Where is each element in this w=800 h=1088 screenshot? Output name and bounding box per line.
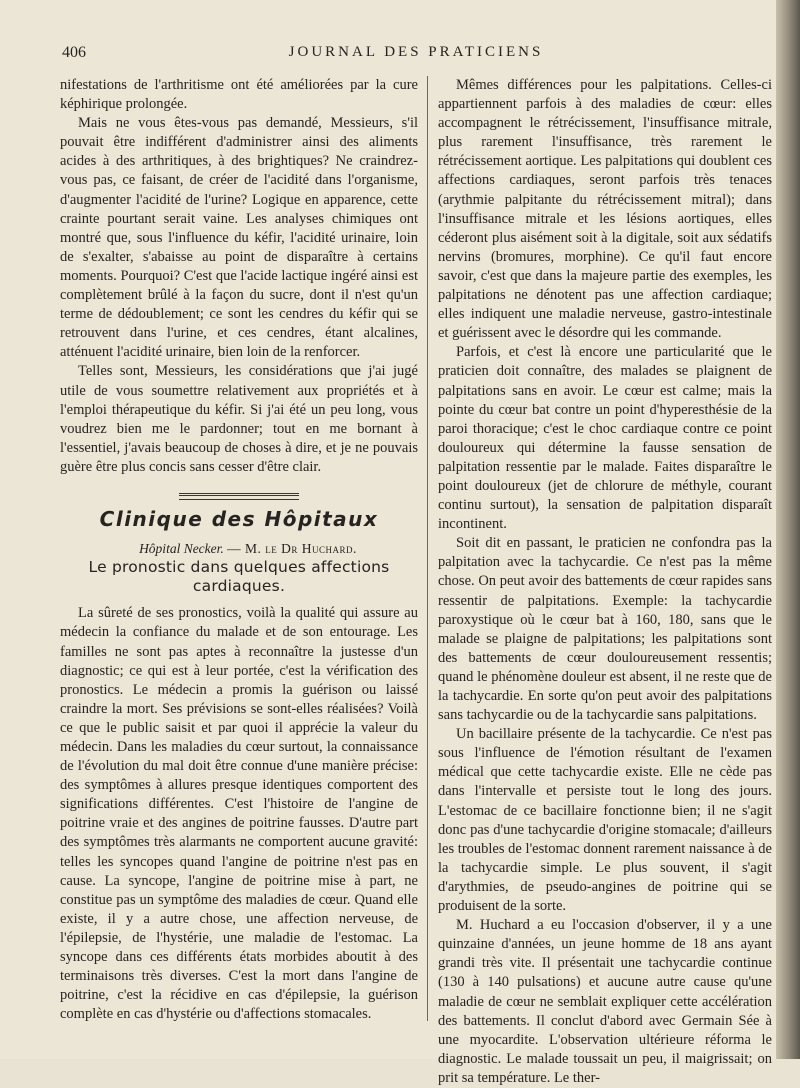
paragraph: Un bacillaire présente de la tachycardie. Ce n'est pas sous l'influence de l'émotion résultant de l'examen médical que cette tachycardie existe. Elle ne cède pas dans l'intervalle et persiste tout le long des jours. L'estomac de ce bacillaire fonctionne bien; il ne s'agit donc pas d'une tachycardie d'origine stomacale; d'ailleurs les troubles de l'estomac donnent rarement naissance à de la tachycardie simple. Le plus souvent, il s'agit d'arythmies, de pseudo-angines de poitrine qui se produisent de la sorte. <box>438 726 772 915</box>
section-title: Clinique des Hôpitaux <box>99 506 379 531</box>
right-column <box>438 76 772 1088</box>
left-column <box>60 76 418 1024</box>
paragraph: La sûreté de ses pronostics, voilà la qualité qui assure au médecin la confiance du malade et de son entourage. Les familles ne sont pas aptes à reconnaître la justesse d'un diagnostic; ce qui est à leur portée, c'est la vérification des pronostics. Le médecin a promis la guérison ou laissé craindre la mort. Ses prévisions se sont-elles réalisées? Voilà ce que le public saisit et par quoi il apprécie la valeur du médecin. Dans les maladies du cœur surtout, la connaissance de l'évolution du mal doit être connue d'une manière précise: des symptômes à allures presque identiques comportent des significations différentes. C'est l'histoire de l'angine de poitrine vraie et des angines de poitrine fausses. D'autre part des symptômes très alarmants ne comportent aucune gravité: telles les syncopes quand l'angine de poitrine n'est pas en cause. La syncope, l'angine de poitrine mise à part, ne constitue pas un symptôme des maladies de cœur. Quand elle existe, il y a autre chose, une affection nerveuse, de l'épilepsie, de l'hystérie, une maladie de l'estomac. La syncope dans ces différents états morbides aboutit à des terminaisons très diverses. C'est la mort dans l'angine de poitrine, c'est la récidive en cas d'épilepsie, la guérison complète en cas d'hystérie ou d'affections stomacales. <box>60 605 418 1023</box>
paragraph: Telles sont, Messieurs, les considérations que j'ai jugé utile de vous soumettre relativement aux propriétés et à l'emploi thérapeutique du kéfir. Si j'ai été un peu long, vous voudrez bien me le pardonner; tout en me bornant à l'essentiel, j'avais beaucoup de choses à dire, et je ne pouvais guère être plus concis sans cesser d'être clair. <box>60 363 418 475</box>
paragraph: Soit dit en passant, le praticien ne confondra pas la palpitation avec la tachycardie. Ce n'est pas la même chose. On peut avoir des battements de cœur rapides sans ressentir de palpitations. Exemple: la tachycardie paroxystique où le cœur bat à 160, 180, sans que le malade se plaigne de palpitations; les palpitations sont des battements de cœur douloureusement ressentis; quand le phénomène douleur est absent, il ne reste que de la tachycardie. En sorte qu'on peut avoir des palpitations sans tachycardie ou de la tachycardie sans palpitations. <box>438 535 772 724</box>
journal-title: JOURNAL DES PRATICIENS <box>288 44 544 60</box>
page-header <box>60 44 772 66</box>
paragraph: Mêmes différences pour les palpitations. Celles-ci appartiennent parfois à des maladies de cœur: elles accompagnent le rétrécissement, l'insuffisance mitrale, plus rarement l'insuffisance, très rarement le rétrécissement aortique. Les palpitations qui doublent ces affections cardiaques, seront parfois très tenaces (arythmie palpitante du rétrécissement mitral); dans l'insuffisance mitrale et les lésions aortiques, elles céderont plus aisément soit à la digitale, soit aux sédatifs nervins (bromures, morphine). Ce qu'il faut encore savoir, c'est que dans la majeure partie des exemples, les palpitations ne dénotent pas une affection cardiaque; elles indiquent une maladie nerveuse, gastro-intestinale et guérissent avec le désordre qui les commande. <box>438 77 772 342</box>
article-byline <box>60 539 418 558</box>
section-divider <box>179 493 299 500</box>
page-edge-shadow <box>776 0 800 1059</box>
paragraph: Parfois, et c'est là encore une particularité que le praticien doit connaître, des malades se plaignent de palpitations sans en avoir. Le cœur est calme; mais la pointe du cœur bat contre un point d'hyperesthésie de la paroi thoracique; c'est le choc cardiaque contre ce point douloureux qui détermine la fausse sensation de palpitation ressentie par le malade. Faites disparaître le point douloureux (jet de chlorure de méthyle, courant continu surtout), la sensation de palpitation disparaît incontinent. <box>438 344 772 533</box>
page-number: 406 <box>62 44 86 61</box>
article-title: Le pronostic dans quelques affections cardiaques. <box>88 558 390 596</box>
byline-author: — M. le Dr Huchard. <box>227 541 357 557</box>
byline-place: Hôpital Necker. <box>139 541 224 557</box>
paragraph: Mais ne vous êtes-vous pas demandé, Messieurs, s'il pouvait être indifférent d'administrer ainsi des aliments acides à des arthritiques, à des brightiques? Ne craindrez-vous pas, ce faisant, de créer de l'acidité dans l'organisme, d'augmenter l'acidité de l'urine? Logique en apparence, cette crainte pourtant serait vaine. Les analyses chimiques ont montré que, sous l'influence du kéfir, l'acidité urinaire, loin de s'exalter, s'abaisse au point de disparaître à certains moments. Pourquoi? C'est que l'acide lactique ingéré ainsi est complètement brûlé à la façon du sucre, dont il n'est qu'un terme de dédoublement; ce sont les cendres du kéfir qui se retrouvent dans l'urine, et ces cendres, étant alcalines, atténuent l'acidité urinaire, bien loin de la renforcer. <box>60 115 418 361</box>
paragraph: M. Huchard a eu l'occasion d'observer, il y a une quinzaine d'années, un jeune homme de 18 ans ayant grandi très vite. Il présentait une tachycardie continue (130 à 140 pulsations) et aucune autre cause qu'une maladie de cœur ne semblait expliquer cette accélération des battements. Il conclut d'abord avec Germain Sée à une myocardite. L'observation ultérieure réforma le diagnostic. Le malade toussait un peu, il maigrissait; on prit sa température. Le ther- <box>438 917 772 1086</box>
column-divider <box>427 76 428 1021</box>
paragraph: nifestations de l'arthritisme ont été améliorées par la cure képhirique prolongée. <box>60 77 418 113</box>
